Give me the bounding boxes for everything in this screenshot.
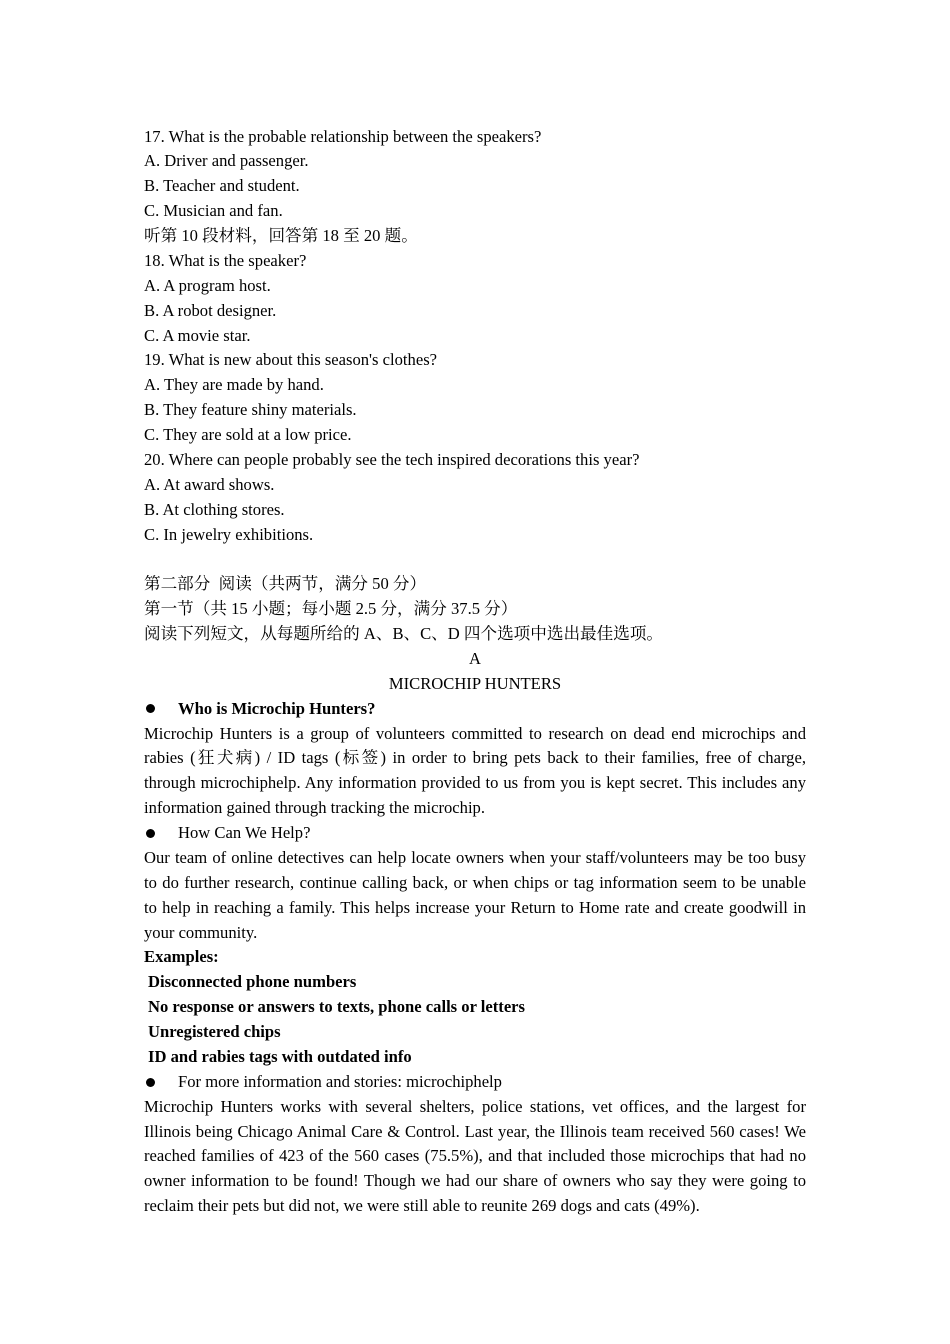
- help-paragraph-line: to help in reaching a family. This helps increase your Return to Home rate and create goodwill in: [144, 897, 806, 917]
- passage-title: MICROCHIP HUNTERS: [388, 673, 562, 693]
- question-18: 18. What is the speaker?: [144, 250, 307, 270]
- bullet-icon: [146, 1078, 155, 1087]
- who-paragraph-line: through microchiphelp. Any information provided to us from you is kept secret. This includes any: [144, 773, 806, 793]
- question-17: 17. What is the probable relationship between the speakers?: [144, 126, 542, 146]
- example-item: No response or answers to texts, phone calls or letters: [148, 997, 526, 1017]
- who-heading: Who is Microchip Hunters?: [178, 698, 376, 718]
- more-paragraph-line: reclaim their pets but did not, we were still able to reunite 269 dogs and cats (49%).: [144, 1196, 700, 1216]
- who-heading-row: [144, 697, 806, 722]
- who-paragraph-line: Microchip Hunters is a group of volunteers committed to research on dead end microchips and: [144, 723, 806, 743]
- question-17-option-b: B. Teacher and student.: [144, 176, 300, 196]
- reading-part-title: 第二部分 阅读（共两节，满分 50 分）: [144, 574, 427, 594]
- example-item: Disconnected phone numbers: [148, 972, 357, 992]
- reading-section-title: 第一节（共 15 小题；每小题 2.5 分，满分 37.5 分）: [144, 599, 518, 619]
- more-paragraph-line: Microchip Hunters works with several shelters, police stations, vet offices, and the largest for: [144, 1096, 806, 1116]
- question-19-option-a: A. They are made by hand.: [144, 375, 324, 395]
- more-paragraph-line: Illinois being Chicago Animal Care & Control. Last year, the Illinois team received 560 cases! We: [144, 1121, 806, 1141]
- question-18-option-c: C. A movie star.: [144, 325, 251, 345]
- more-paragraph-line: owner information to be found! Though we had our share of owners who say they were going to: [144, 1171, 806, 1191]
- bullet-icon: [146, 829, 155, 838]
- help-heading-row: [144, 821, 806, 846]
- passage-10-instruction: 听第 10 段材料，回答第 18 至 20 题。: [144, 226, 418, 246]
- question-17-option-a: A. Driver and passenger.: [144, 151, 309, 171]
- example-item: ID and rabies tags with outdated info: [148, 1046, 412, 1066]
- question-20-option-c: C. In jewelry exhibitions.: [144, 524, 314, 544]
- question-18-option-a: A. A program host.: [144, 275, 271, 295]
- passage-label: A: [469, 648, 481, 668]
- help-paragraph-line: to do further research, continue calling back, or when chips or tag information seem to be unable: [144, 872, 806, 892]
- more-heading-row: [144, 1070, 806, 1095]
- question-19-option-b: B. They feature shiny materials.: [144, 400, 357, 420]
- more-heading: For more information and stories: microchiphelp: [178, 1071, 502, 1091]
- help-paragraph-line: your community.: [144, 922, 258, 942]
- question-20-option-b: B. At clothing stores.: [144, 499, 285, 519]
- reading-instruction: 阅读下列短文，从每题所给的 A、B、C、D 四个选项中选出最佳选项。: [144, 624, 664, 644]
- examples-heading: Examples:: [144, 947, 219, 967]
- help-paragraph-line: Our team of online detectives can help locate owners when your staff/volunteers may be too busy: [144, 847, 806, 867]
- who-paragraph-line: rabies (狂犬病) / ID tags (标签) in order to bring pets back to their families, free of charge,: [144, 748, 806, 768]
- question-19-option-c: C. They are sold at a low price.: [144, 425, 352, 445]
- who-paragraph-line: information gained through tracking the microchip.: [144, 798, 485, 818]
- help-heading: How Can We Help?: [178, 823, 311, 843]
- example-item: Unregistered chips: [148, 1022, 281, 1042]
- bullet-icon: [146, 704, 155, 713]
- question-17-option-c: C. Musician and fan.: [144, 201, 283, 221]
- blank-line: [144, 547, 806, 572]
- question-20-option-a: A. At award shows.: [144, 474, 275, 494]
- question-20: 20. Where can people probably see the tech inspired decorations this year?: [144, 449, 640, 469]
- more-paragraph-line: reached families of 423 of the 560 cases (75.5%), and that included those microchips that had no: [144, 1146, 806, 1166]
- question-19: 19. What is new about this season's clothes?: [144, 350, 438, 370]
- document-page: [144, 125, 806, 1220]
- question-18-option-b: B. A robot designer.: [144, 300, 277, 320]
